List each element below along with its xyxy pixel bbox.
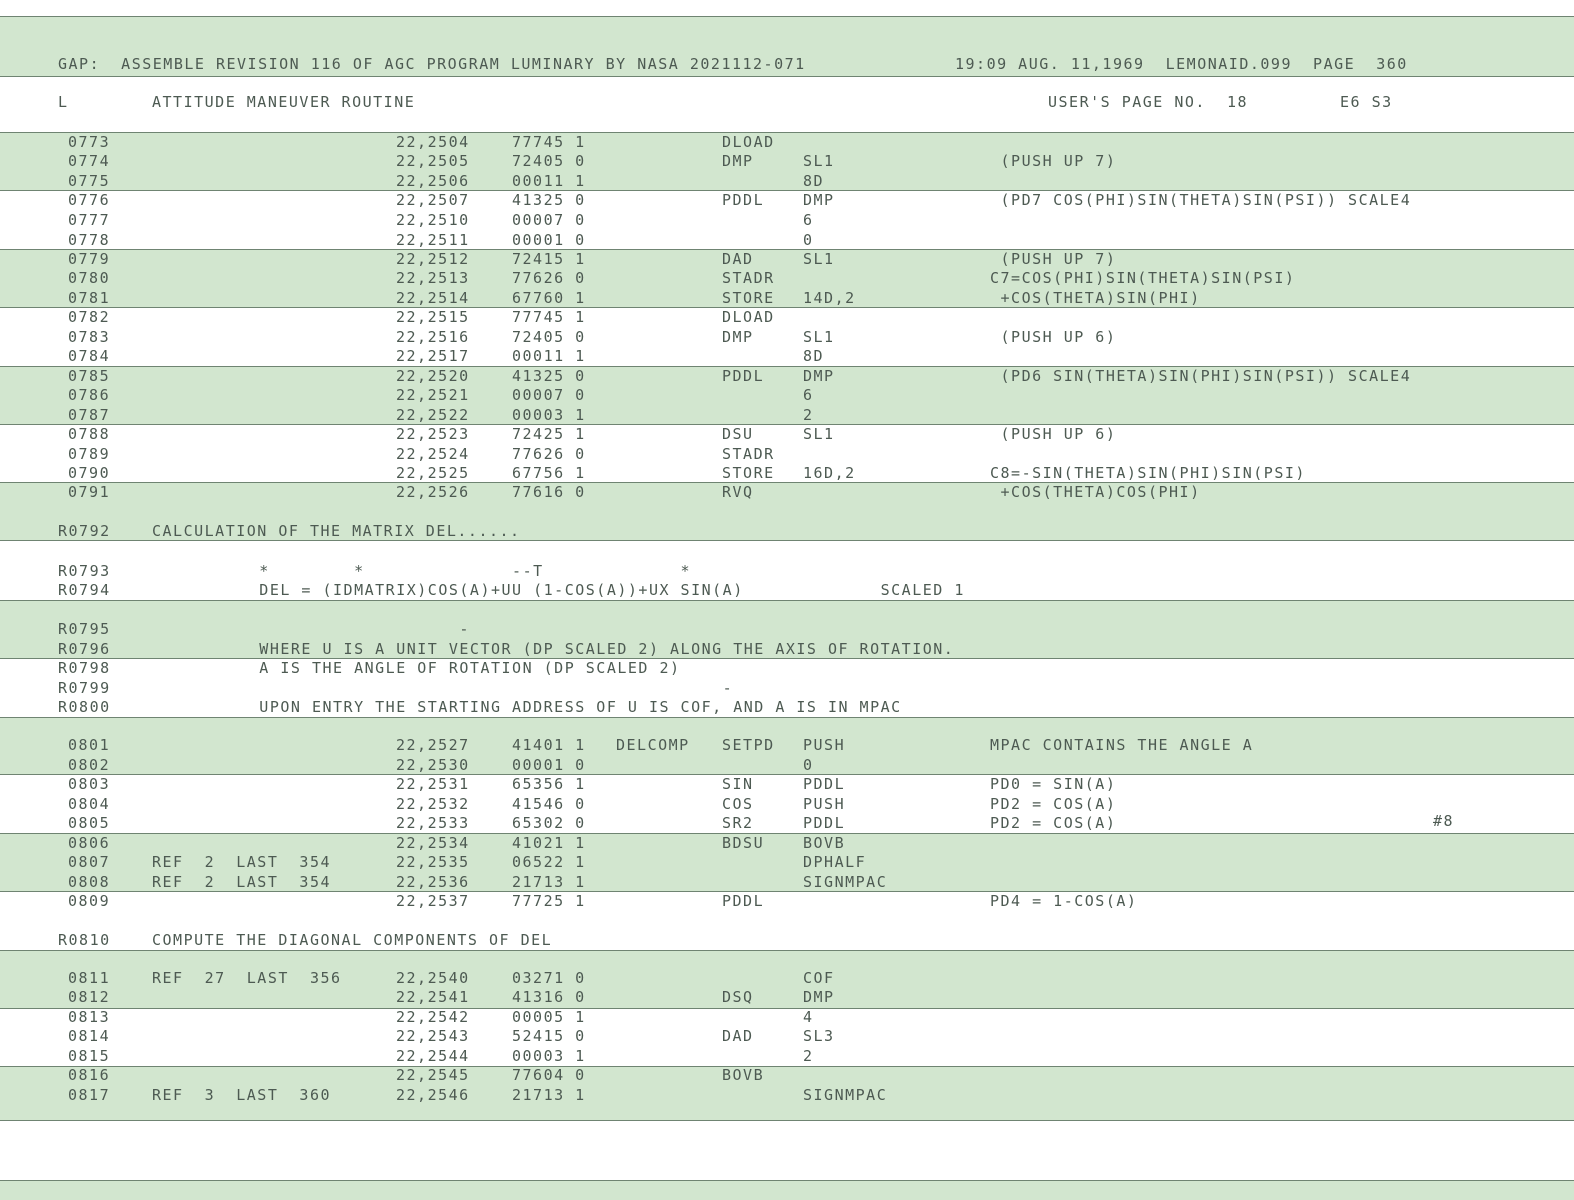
code-line: [0, 968, 1574, 988]
operand: 4: [803, 1008, 814, 1026]
code-line: [0, 288, 1574, 308]
code-line: [0, 190, 1574, 210]
operand: BOVB: [803, 834, 846, 852]
operand: PUSH: [803, 736, 846, 754]
opcode: DSQ: [722, 988, 754, 1006]
octal-word: 00001 0: [512, 231, 586, 249]
opcode: DLOAD: [722, 308, 775, 326]
memory-address: 22,2514: [396, 289, 470, 307]
line-number: 0803: [68, 775, 111, 793]
line-number: 0811: [68, 969, 111, 987]
comment: PD2 = COS(A): [990, 795, 1117, 813]
run-timestamp-page: 19:09 AUG. 11,1969 LEMONAID.099 PAGE 360: [955, 55, 1408, 73]
rule-line: [0, 600, 1574, 601]
operand: 16D,2: [803, 464, 856, 482]
remark-line: [0, 678, 1574, 698]
memory-address: 22,2536: [396, 873, 470, 891]
line-number: R0799: [58, 679, 111, 697]
opcode: STORE: [722, 464, 775, 482]
comment: C8=-SIN(THETA)SIN(PHI)SIN(PSI): [990, 464, 1306, 482]
code-line: [0, 210, 1574, 230]
remark-text: UPON ENTRY THE STARTING ADDRESS OF U IS COF, AND A IS IN MPAC: [154, 698, 902, 716]
line-number: 0774: [68, 152, 111, 170]
octal-word: 65302 0: [512, 814, 586, 832]
opcode: STORE: [722, 289, 775, 307]
octal-word: 00007 0: [512, 386, 586, 404]
cross-reference: REF 27 LAST 356: [152, 969, 342, 987]
code-line: [0, 249, 1574, 269]
memory-address: 22,2542: [396, 1008, 470, 1026]
memory-address: 22,2507: [396, 191, 470, 209]
remark-line: [0, 930, 1574, 950]
octal-word: 77626 0: [512, 269, 586, 287]
memory-address: 22,2513: [396, 269, 470, 287]
line-number: R0793: [58, 562, 111, 580]
comment: (PUSH UP 6): [990, 328, 1117, 346]
code-line: [0, 405, 1574, 425]
memory-address: 22,2511: [396, 231, 470, 249]
comment: (PUSH UP 6): [990, 425, 1117, 443]
memory-address: 22,2530: [396, 756, 470, 774]
remark-text: COMPUTE THE DIAGONAL COMPONENTS OF DEL: [152, 931, 553, 949]
line-number: 0786: [68, 386, 111, 404]
green-bar-band: [0, 1180, 1574, 1200]
memory-address: 22,2512: [396, 250, 470, 268]
code-line: [0, 327, 1574, 347]
octal-word: 77626 0: [512, 445, 586, 463]
memory-address: 22,2543: [396, 1027, 470, 1045]
memory-address: 22,2522: [396, 406, 470, 424]
operand: SL1: [803, 152, 835, 170]
operand: PUSH: [803, 795, 846, 813]
line-number: 0804: [68, 795, 111, 813]
rule-line: [0, 76, 1574, 77]
line-number: 0777: [68, 211, 111, 229]
operand: 8D: [803, 172, 825, 190]
comment: PD2 = COS(A): [990, 814, 1117, 832]
octal-word: 77745 1: [512, 133, 586, 151]
line-number: 0785: [68, 367, 111, 385]
opcode: SIN: [722, 775, 754, 793]
opcode: STADR: [722, 269, 775, 287]
operand: 6: [803, 386, 814, 404]
opcode: PDDL: [722, 892, 765, 910]
comment: +COS(THETA)SIN(PHI): [990, 289, 1201, 307]
opcode: SETPD: [722, 736, 775, 754]
memory-address: 22,2540: [396, 969, 470, 987]
comment: PD0 = SIN(A): [990, 775, 1117, 793]
octal-word: 72415 1: [512, 250, 586, 268]
code-line: [0, 463, 1574, 483]
memory-address: 22,2526: [396, 483, 470, 501]
comment: C7=COS(PHI)SIN(THETA)SIN(PSI): [990, 269, 1296, 287]
listing-header-line: [0, 54, 1574, 74]
line-number: 0807: [68, 853, 111, 871]
opcode: PDDL: [722, 191, 765, 209]
section-letter: L: [58, 93, 69, 111]
octal-word: 00005 1: [512, 1008, 586, 1026]
code-line: [0, 794, 1574, 814]
routine-header-line: [0, 92, 1574, 112]
octal-word: 72405 0: [512, 328, 586, 346]
line-number: 0778: [68, 231, 111, 249]
line-number: 0805: [68, 814, 111, 832]
code-line: [0, 268, 1574, 288]
memory-address: 22,2525: [396, 464, 470, 482]
code-line: [0, 424, 1574, 444]
operand: DMP: [803, 988, 835, 1006]
memory-address: 22,2524: [396, 445, 470, 463]
memory-address: 22,2527: [396, 736, 470, 754]
remark-text: WHERE U IS A UNIT VECTOR (DP SCALED 2) ALONG THE AXIS OF ROTATION.: [154, 640, 955, 658]
operand: DMP: [803, 191, 835, 209]
line-number: 0809: [68, 892, 111, 910]
memory-address: 22,2520: [396, 367, 470, 385]
assembly-banner: GAP: ASSEMBLE REVISION 116 OF AGC PROGRAM LUMINARY BY NASA 2021112-071: [58, 55, 806, 73]
operand: SIGNMPAC: [803, 873, 888, 891]
remark-text: A IS THE ANGLE OF ROTATION (DP SCALED 2): [154, 659, 681, 677]
routine-title: ATTITUDE MANEUVER ROUTINE: [152, 93, 416, 111]
code-line: [0, 735, 1574, 755]
memory-address: 22,2533: [396, 814, 470, 832]
memory-address: 22,2516: [396, 328, 470, 346]
code-line: [0, 385, 1574, 405]
opcode: PDDL: [722, 367, 765, 385]
opcode: BOVB: [722, 1066, 765, 1084]
opcode: RVQ: [722, 483, 754, 501]
octal-word: 00003 1: [512, 1047, 586, 1065]
code-line: [0, 774, 1574, 794]
memory-address: 22,2545: [396, 1066, 470, 1084]
code-line: [0, 872, 1574, 892]
comment: (PD7 COS(PHI)SIN(THETA)SIN(PSI)) SCALE4: [990, 191, 1412, 209]
line-number: 0806: [68, 834, 111, 852]
opcode: DAD: [722, 1027, 754, 1045]
rule-line: [0, 717, 1574, 718]
code-line: [0, 755, 1574, 775]
line-number: 0802: [68, 756, 111, 774]
line-number: 0801: [68, 736, 111, 754]
operand: COF: [803, 969, 835, 987]
code-line: [0, 813, 1574, 833]
rule-line: [0, 1120, 1574, 1121]
memory-address: 22,2505: [396, 152, 470, 170]
code-line: [0, 171, 1574, 191]
memory-address: 22,2534: [396, 834, 470, 852]
octal-word: 06522 1: [512, 853, 586, 871]
octal-word: 00003 1: [512, 406, 586, 424]
cross-reference: REF 2 LAST 354: [152, 873, 332, 891]
memory-address: 22,2510: [396, 211, 470, 229]
line-number: R0800: [58, 698, 111, 716]
memory-address: 22,2504: [396, 133, 470, 151]
octal-word: 41325 0: [512, 191, 586, 209]
octal-word: 77725 1: [512, 892, 586, 910]
line-number: 0779: [68, 250, 111, 268]
line-number: 0787: [68, 406, 111, 424]
operand: SL1: [803, 328, 835, 346]
comment: PD4 = 1-COS(A): [990, 892, 1138, 910]
remark-line: [0, 561, 1574, 581]
line-number: 0814: [68, 1027, 111, 1045]
margin-mark: #8: [1433, 812, 1455, 830]
octal-word: 72405 0: [512, 152, 586, 170]
code-line: [0, 852, 1574, 872]
line-number: 0783: [68, 328, 111, 346]
remark-text: DEL = (IDMATRIX)COS(A)+UU (1-COS(A))+UX SIN(A) SCALED 1: [154, 581, 965, 599]
operand: 2: [803, 406, 814, 424]
octal-word: 77745 1: [512, 308, 586, 326]
operand: 8D: [803, 347, 825, 365]
remark-text: * * --T *: [154, 562, 692, 580]
memory-address: 22,2515: [396, 308, 470, 326]
line-number: 0776: [68, 191, 111, 209]
line-number: 0788: [68, 425, 111, 443]
memory-address: 22,2506: [396, 172, 470, 190]
octal-word: 03271 0: [512, 969, 586, 987]
comment: +COS(THETA)COS(PHI): [990, 483, 1201, 501]
operand: SL1: [803, 250, 835, 268]
operand: SL3: [803, 1027, 835, 1045]
octal-word: 41021 1: [512, 834, 586, 852]
opcode: BDSU: [722, 834, 765, 852]
cross-reference: REF 3 LAST 360: [152, 1086, 332, 1104]
octal-word: 67756 1: [512, 464, 586, 482]
line-number: 0815: [68, 1047, 111, 1065]
operand: 6: [803, 211, 814, 229]
operand: SL1: [803, 425, 835, 443]
statement-label: DELCOMP: [616, 736, 690, 754]
code-line: [0, 307, 1574, 327]
operand: DPHALF: [803, 853, 867, 871]
octal-word: 77616 0: [512, 483, 586, 501]
operand: 2: [803, 1047, 814, 1065]
remark-line: [0, 658, 1574, 678]
line-number: R0796: [58, 640, 111, 658]
line-number: R0798: [58, 659, 111, 677]
code-line: [0, 444, 1574, 464]
octal-word: 72425 1: [512, 425, 586, 443]
remark-text: -: [154, 620, 470, 638]
code-line: [0, 151, 1574, 171]
line-number: R0810: [58, 931, 111, 949]
code-line: [0, 230, 1574, 250]
code-line: [0, 891, 1574, 911]
line-number: R0792: [58, 522, 111, 540]
operand: PDDL: [803, 814, 846, 832]
line-number: 0775: [68, 172, 111, 190]
opcode: SR2: [722, 814, 754, 832]
page-code: E6 S3: [1340, 93, 1393, 111]
memory-address: 22,2537: [396, 892, 470, 910]
opcode: DAD: [722, 250, 754, 268]
opcode: STADR: [722, 445, 775, 463]
operand: PDDL: [803, 775, 846, 793]
remark-line: [0, 580, 1574, 600]
memory-address: 22,2521: [396, 386, 470, 404]
memory-address: 22,2531: [396, 775, 470, 793]
memory-address: 22,2546: [396, 1086, 470, 1104]
rule-line: [0, 950, 1574, 951]
line-number: 0780: [68, 269, 111, 287]
remark-line: [0, 619, 1574, 639]
code-line: [0, 1065, 1574, 1085]
code-line: [0, 366, 1574, 386]
octal-word: 41316 0: [512, 988, 586, 1006]
user-page-number: USER'S PAGE NO. 18: [1048, 93, 1249, 111]
remark-line: [0, 521, 1574, 541]
code-line: [0, 987, 1574, 1007]
line-number: 0784: [68, 347, 111, 365]
remark-text: CALCULATION OF THE MATRIX DEL......: [152, 522, 521, 540]
code-line: [0, 1026, 1574, 1046]
opcode: DLOAD: [722, 133, 775, 151]
octal-word: 00007 0: [512, 211, 586, 229]
line-number: 0817: [68, 1086, 111, 1104]
octal-word: 77604 0: [512, 1066, 586, 1084]
octal-word: 21713 1: [512, 873, 586, 891]
line-number: 0790: [68, 464, 111, 482]
comment: (PUSH UP 7): [990, 152, 1117, 170]
line-number: R0795: [58, 620, 111, 638]
operand: 14D,2: [803, 289, 856, 307]
octal-word: 52415 0: [512, 1027, 586, 1045]
line-number: 0791: [68, 483, 111, 501]
octal-word: 65356 1: [512, 775, 586, 793]
cross-reference: REF 2 LAST 354: [152, 853, 332, 871]
line-number: 0773: [68, 133, 111, 151]
opcode: DSU: [722, 425, 754, 443]
line-number: R0794: [58, 581, 111, 599]
operand: 0: [803, 756, 814, 774]
operand: DMP: [803, 367, 835, 385]
code-line: [0, 482, 1574, 502]
line-number: 0812: [68, 988, 111, 1006]
opcode: DMP: [722, 328, 754, 346]
memory-address: 22,2541: [396, 988, 470, 1006]
memory-address: 22,2535: [396, 853, 470, 871]
memory-address: 22,2517: [396, 347, 470, 365]
operand: 0: [803, 231, 814, 249]
comment: MPAC CONTAINS THE ANGLE A: [990, 736, 1254, 754]
memory-address: 22,2532: [396, 795, 470, 813]
octal-word: 67760 1: [512, 289, 586, 307]
octal-word: 00011 1: [512, 347, 586, 365]
remark-line: [0, 697, 1574, 717]
code-line: [0, 346, 1574, 366]
comment: (PUSH UP 7): [990, 250, 1117, 268]
line-number: 0813: [68, 1008, 111, 1026]
line-number: 0816: [68, 1066, 111, 1084]
octal-word: 41546 0: [512, 795, 586, 813]
octal-word: 41325 0: [512, 367, 586, 385]
rule-line: [0, 16, 1574, 17]
code-line: [0, 1046, 1574, 1066]
opcode: DMP: [722, 152, 754, 170]
code-line: [0, 833, 1574, 853]
code-line: [0, 132, 1574, 152]
rule-line: [0, 1180, 1574, 1181]
code-line: [0, 1007, 1574, 1027]
octal-word: 00011 1: [512, 172, 586, 190]
remark-text: -: [154, 679, 734, 697]
comment: (PD6 SIN(THETA)SIN(PHI)SIN(PSI)) SCALE4: [990, 367, 1412, 385]
octal-word: 00001 0: [512, 756, 586, 774]
line-number: 0808: [68, 873, 111, 891]
memory-address: 22,2544: [396, 1047, 470, 1065]
line-number: 0781: [68, 289, 111, 307]
code-line: [0, 1085, 1574, 1105]
opcode: COS: [722, 795, 754, 813]
line-number: 0789: [68, 445, 111, 463]
octal-word: 21713 1: [512, 1086, 586, 1104]
memory-address: 22,2523: [396, 425, 470, 443]
line-number: 0782: [68, 308, 111, 326]
remark-line: [0, 639, 1574, 659]
operand: SIGNMPAC: [803, 1086, 888, 1104]
octal-word: 41401 1: [512, 736, 586, 754]
